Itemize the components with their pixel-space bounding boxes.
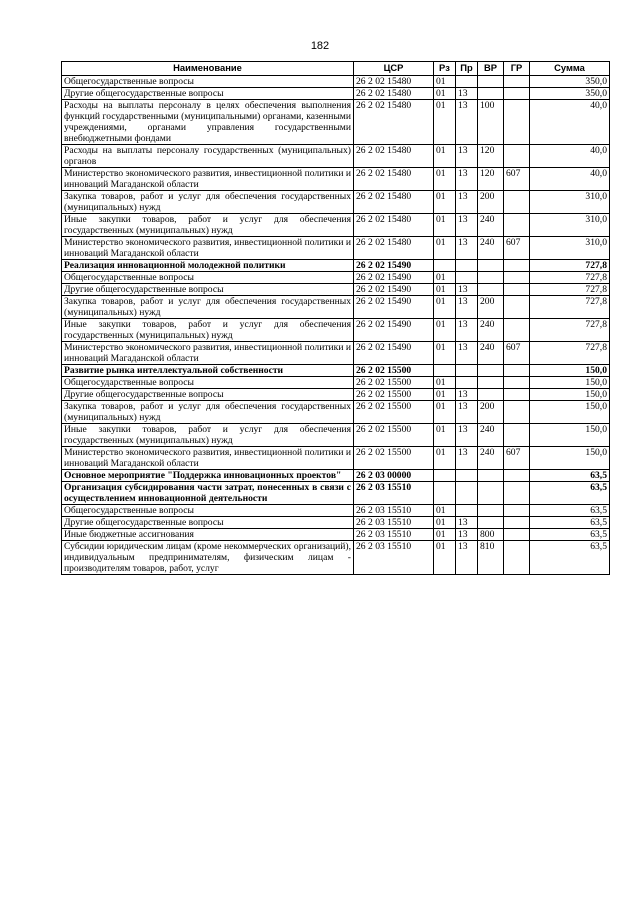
table-row — [62, 168, 610, 191]
cell-gr — [504, 389, 530, 401]
cell-sum: 727,8 — [530, 260, 610, 272]
column-header-pr: Пр — [456, 62, 478, 76]
cell-rz: 01 — [434, 517, 456, 529]
table-row — [62, 470, 610, 482]
table-row — [62, 377, 610, 389]
cell-vr — [478, 517, 504, 529]
cell-csr: 26 2 02 15480 — [354, 237, 434, 260]
cell-vr — [478, 470, 504, 482]
cell-sum: 63,5 — [530, 541, 610, 575]
cell-name: Общегосударственные вопросы — [62, 272, 354, 284]
cell-rz: 01 — [434, 76, 456, 88]
cell-pr: 13 — [456, 168, 478, 191]
cell-name: Другие общегосударственные вопросы — [62, 88, 354, 100]
cell-rz — [434, 260, 456, 272]
cell-csr: 26 2 03 15510 — [354, 482, 434, 505]
cell-sum: 150,0 — [530, 424, 610, 447]
cell-name: Министерство экономического развития, инвестиционной политики и инноваций Магаданской области — [62, 168, 354, 191]
cell-pr: 13 — [456, 214, 478, 237]
cell-csr: 26 2 02 15500 — [354, 389, 434, 401]
cell-rz: 01 — [434, 145, 456, 168]
cell-sum: 63,5 — [530, 470, 610, 482]
cell-gr — [504, 296, 530, 319]
cell-vr: 200 — [478, 401, 504, 424]
cell-sum: 150,0 — [530, 389, 610, 401]
cell-sum: 350,0 — [530, 76, 610, 88]
cell-csr: 26 2 02 15500 — [354, 401, 434, 424]
cell-gr: 607 — [504, 447, 530, 470]
cell-sum: 727,8 — [530, 296, 610, 319]
cell-vr — [478, 377, 504, 389]
cell-vr: 240 — [478, 447, 504, 470]
cell-vr: 810 — [478, 541, 504, 575]
cell-vr: 120 — [478, 168, 504, 191]
cell-gr — [504, 377, 530, 389]
cell-name: Расходы на выплаты персоналу в целях обеспечения выполнения функций государственными (муниципальными) органами, казенными учреждениями, органами управления государственными внебюджетными фондами — [62, 100, 354, 145]
table-row — [62, 272, 610, 284]
cell-pr: 13 — [456, 389, 478, 401]
cell-gr — [504, 319, 530, 342]
column-header-rz: Рз — [434, 62, 456, 76]
cell-gr — [504, 401, 530, 424]
cell-csr: 26 2 02 15490 — [354, 272, 434, 284]
cell-gr — [504, 100, 530, 145]
cell-gr — [504, 482, 530, 505]
table-row — [62, 365, 610, 377]
table-body — [62, 76, 610, 575]
table-row — [62, 319, 610, 342]
cell-gr — [504, 505, 530, 517]
cell-vr: 800 — [478, 529, 504, 541]
cell-name: Иные закупки товаров, работ и услуг для обеспечения государственных (муниципальных) нужд — [62, 214, 354, 237]
cell-name: Иные закупки товаров, работ и услуг для обеспечения государственных (муниципальных) нужд — [62, 319, 354, 342]
cell-rz — [434, 482, 456, 505]
cell-vr — [478, 76, 504, 88]
cell-name: Иные бюджетные ассигнования — [62, 529, 354, 541]
cell-sum: 310,0 — [530, 191, 610, 214]
cell-rz — [434, 365, 456, 377]
table-row — [62, 76, 610, 88]
cell-csr: 26 2 02 15500 — [354, 447, 434, 470]
cell-vr: 120 — [478, 145, 504, 168]
cell-gr — [504, 424, 530, 447]
cell-rz: 01 — [434, 424, 456, 447]
table-row — [62, 517, 610, 529]
cell-pr: 13 — [456, 401, 478, 424]
cell-csr: 26 2 02 15480 — [354, 214, 434, 237]
cell-rz: 01 — [434, 168, 456, 191]
cell-sum: 350,0 — [530, 88, 610, 100]
cell-rz: 01 — [434, 88, 456, 100]
cell-name: Общегосударственные вопросы — [62, 76, 354, 88]
cell-sum: 310,0 — [530, 237, 610, 260]
table-row — [62, 260, 610, 272]
table-row — [62, 389, 610, 401]
cell-gr: 607 — [504, 237, 530, 260]
cell-pr — [456, 365, 478, 377]
cell-pr: 13 — [456, 541, 478, 575]
cell-gr — [504, 529, 530, 541]
cell-sum: 727,8 — [530, 342, 610, 365]
cell-sum: 310,0 — [530, 214, 610, 237]
cell-name: Общегосударственные вопросы — [62, 377, 354, 389]
cell-name: Основное мероприятие "Поддержка инновационных проектов" — [62, 470, 354, 482]
cell-gr — [504, 260, 530, 272]
cell-sum: 727,8 — [530, 284, 610, 296]
cell-vr — [478, 260, 504, 272]
cell-csr: 26 2 02 15490 — [354, 260, 434, 272]
cell-rz: 01 — [434, 214, 456, 237]
cell-pr: 13 — [456, 342, 478, 365]
cell-sum: 727,8 — [530, 272, 610, 284]
cell-gr — [504, 191, 530, 214]
cell-pr — [456, 505, 478, 517]
cell-name: Иные закупки товаров, работ и услуг для обеспечения государственных (муниципальных) нужд — [62, 424, 354, 447]
cell-csr: 26 2 02 15490 — [354, 296, 434, 319]
cell-rz: 01 — [434, 541, 456, 575]
table-row — [62, 401, 610, 424]
cell-pr: 13 — [456, 237, 478, 260]
cell-rz: 01 — [434, 284, 456, 296]
cell-gr: 607 — [504, 168, 530, 191]
cell-pr: 13 — [456, 296, 478, 319]
cell-rz: 01 — [434, 529, 456, 541]
column-header-gr: ГР — [504, 62, 530, 76]
cell-vr: 240 — [478, 214, 504, 237]
cell-sum: 63,5 — [530, 529, 610, 541]
cell-csr: 26 2 02 15490 — [354, 319, 434, 342]
cell-name: Министерство экономического развития, инвестиционной политики и инноваций Магаданской области — [62, 447, 354, 470]
cell-pr: 13 — [456, 284, 478, 296]
table-row — [62, 424, 610, 447]
cell-vr — [478, 88, 504, 100]
cell-pr — [456, 260, 478, 272]
cell-sum: 150,0 — [530, 365, 610, 377]
column-header-name: Наименование — [62, 62, 354, 76]
cell-sum: 150,0 — [530, 377, 610, 389]
cell-vr — [478, 272, 504, 284]
table-row — [62, 505, 610, 517]
cell-pr — [456, 377, 478, 389]
cell-vr: 200 — [478, 191, 504, 214]
cell-name: Расходы на выплаты персоналу государственных (муниципальных) органов — [62, 145, 354, 168]
cell-rz: 01 — [434, 377, 456, 389]
table-row — [62, 296, 610, 319]
cell-vr: 240 — [478, 319, 504, 342]
cell-name: Министерство экономического развития, инвестиционной политики и инноваций Магаданской области — [62, 237, 354, 260]
cell-vr — [478, 365, 504, 377]
cell-rz: 01 — [434, 401, 456, 424]
cell-vr — [478, 505, 504, 517]
cell-sum: 727,8 — [530, 319, 610, 342]
cell-sum: 40,0 — [530, 168, 610, 191]
cell-rz: 01 — [434, 237, 456, 260]
cell-pr: 13 — [456, 145, 478, 168]
cell-csr: 26 2 02 15500 — [354, 377, 434, 389]
cell-csr: 26 2 02 15490 — [354, 342, 434, 365]
cell-rz: 01 — [434, 389, 456, 401]
cell-gr — [504, 88, 530, 100]
cell-rz: 01 — [434, 447, 456, 470]
cell-name: Реализация инновационной молодежной политики — [62, 260, 354, 272]
cell-pr: 13 — [456, 529, 478, 541]
cell-csr: 26 2 02 15500 — [354, 365, 434, 377]
table-row — [62, 482, 610, 505]
cell-csr: 26 2 02 15480 — [354, 191, 434, 214]
cell-sum: 40,0 — [530, 145, 610, 168]
cell-name: Закупка товаров, работ и услуг для обеспечения государственных (муниципальных) нужд — [62, 191, 354, 214]
cell-gr — [504, 214, 530, 237]
cell-pr: 13 — [456, 319, 478, 342]
cell-rz: 01 — [434, 342, 456, 365]
cell-gr — [504, 284, 530, 296]
cell-name: Другие общегосударственные вопросы — [62, 517, 354, 529]
cell-vr — [478, 389, 504, 401]
cell-pr — [456, 470, 478, 482]
cell-name: Субсидии юридическим лицам (кроме некоммерческих организаций), индивидуальным предпринимателям, физическим лицам - производителям товаров, работ, услуг — [62, 541, 354, 575]
table-row — [62, 145, 610, 168]
cell-vr: 240 — [478, 237, 504, 260]
cell-rz: 01 — [434, 505, 456, 517]
cell-csr: 26 2 02 15480 — [354, 76, 434, 88]
cell-csr: 26 2 02 15480 — [354, 100, 434, 145]
cell-name: Организация субсидирования части затрат, понесенных в связи с осуществлением инновационной деятельности — [62, 482, 354, 505]
cell-pr: 13 — [456, 100, 478, 145]
table-header — [62, 62, 610, 76]
table-row — [62, 529, 610, 541]
column-header-vr: ВР — [478, 62, 504, 76]
cell-csr: 26 2 02 15500 — [354, 424, 434, 447]
cell-name: Другие общегосударственные вопросы — [62, 284, 354, 296]
cell-vr: 200 — [478, 296, 504, 319]
column-header-csr: ЦСР — [354, 62, 434, 76]
table-row — [62, 342, 610, 365]
cell-pr — [456, 272, 478, 284]
cell-pr: 13 — [456, 517, 478, 529]
cell-vr: 240 — [478, 342, 504, 365]
table-row — [62, 447, 610, 470]
cell-vr — [478, 284, 504, 296]
cell-pr: 13 — [456, 88, 478, 100]
cell-csr: 26 2 02 15490 — [354, 284, 434, 296]
cell-name: Развитие рынка интеллектуальной собственности — [62, 365, 354, 377]
cell-pr: 13 — [456, 191, 478, 214]
cell-rz — [434, 470, 456, 482]
cell-gr — [504, 517, 530, 529]
cell-pr: 13 — [456, 447, 478, 470]
cell-rz: 01 — [434, 191, 456, 214]
table-row — [62, 88, 610, 100]
cell-vr: 100 — [478, 100, 504, 145]
cell-rz: 01 — [434, 296, 456, 319]
cell-name: Другие общегосударственные вопросы — [62, 389, 354, 401]
cell-csr: 26 2 03 15510 — [354, 505, 434, 517]
cell-csr: 26 2 03 00000 — [354, 470, 434, 482]
cell-csr: 26 2 02 15480 — [354, 88, 434, 100]
cell-pr: 13 — [456, 424, 478, 447]
cell-sum: 63,5 — [530, 482, 610, 505]
cell-name: Закупка товаров, работ и услуг для обеспечения государственных (муниципальных) нужд — [62, 296, 354, 319]
cell-pr — [456, 76, 478, 88]
cell-vr — [478, 482, 504, 505]
table-row — [62, 100, 610, 145]
column-header-sum: Сумма — [530, 62, 610, 76]
budget-table — [61, 61, 610, 575]
cell-gr — [504, 541, 530, 575]
cell-vr: 240 — [478, 424, 504, 447]
cell-csr: 26 2 03 15510 — [354, 541, 434, 575]
page-number: 182 — [310, 40, 330, 52]
cell-gr: 607 — [504, 342, 530, 365]
cell-rz: 01 — [434, 272, 456, 284]
cell-name: Общегосударственные вопросы — [62, 505, 354, 517]
cell-sum: 63,5 — [530, 505, 610, 517]
cell-gr — [504, 272, 530, 284]
table-row — [62, 237, 610, 260]
cell-csr: 26 2 02 15480 — [354, 145, 434, 168]
cell-sum: 150,0 — [530, 447, 610, 470]
table-row — [62, 541, 610, 575]
cell-gr — [504, 470, 530, 482]
cell-csr: 26 2 03 15510 — [354, 517, 434, 529]
cell-sum: 40,0 — [530, 100, 610, 145]
cell-gr — [504, 76, 530, 88]
cell-sum: 150,0 — [530, 401, 610, 424]
cell-sum: 63,5 — [530, 517, 610, 529]
cell-pr — [456, 482, 478, 505]
cell-gr — [504, 145, 530, 168]
cell-rz: 01 — [434, 319, 456, 342]
table-row — [62, 214, 610, 237]
cell-name: Закупка товаров, работ и услуг для обеспечения государственных (муниципальных) нужд — [62, 401, 354, 424]
cell-gr — [504, 365, 530, 377]
table-row — [62, 284, 610, 296]
table-row — [62, 191, 610, 214]
cell-csr: 26 2 03 15510 — [354, 529, 434, 541]
cell-csr: 26 2 02 15480 — [354, 168, 434, 191]
cell-rz: 01 — [434, 100, 456, 145]
cell-name: Министерство экономического развития, инвестиционной политики и инноваций Магаданской области — [62, 342, 354, 365]
